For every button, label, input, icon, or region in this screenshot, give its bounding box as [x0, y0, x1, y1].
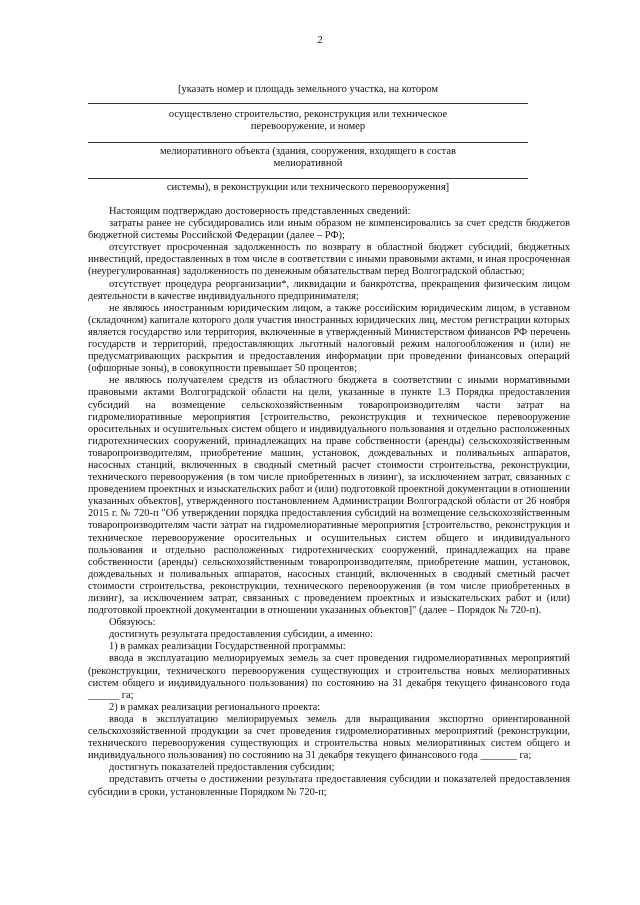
paragraph-no-debt: отсутствует просроченная задолженность по возврату в областной бюджет субсидий, бюджетных инвестиций, предоставленных в том числе в соответствии с иными правовыми актами, и иная просроченная (неурегулированная) задолженность по денежным обязательствам перед Волгоградской областью;: [88, 242, 570, 278]
paragraph-reports: представить отчеты о достижении результата предоставления субсидии и показателей предоставления субсидии в сроки, установленные Порядком № 720-п;: [88, 774, 570, 798]
paragraph-intro: Настоящим подтверждаю достоверность представленных сведений:: [109, 206, 411, 217]
paragraph-state-program-text: ввода в эксплуатацию мелиорируемых земель за счет проведения гидромелиоративных мероприятий (реконструкции, технического перевооружения существующих и строительства новых мелиоративных систем общего и индивидуального пользования) по состоянию на 31 декабря текущего финансового года ______ га;: [88, 653, 570, 701]
paragraph-obligations: Обязуюсь:: [109, 617, 156, 629]
header-caption-5: мелиоративной: [273, 158, 343, 169]
paragraph-not-recipient: не являюсь получателем средств из областного бюджета в соответствии с иными нормативными правовыми актами Волгоградской области на цели, указанные в пункте 1.3 Порядка предоставления субсидий на возмещение сельскохозяйственным товаропроизводителям части затрат на гидромелиоративные мероприятия [строительство, реконструкция и техническое перевооружение оросительных и осушительных систем общего и индивидуального пользования и отдельно расположенных гидротехнических сооружений, принадлежащих на праве собственности (аренды) сельскохозяйственным товаропроизводителям, приобретение машин, установок, дождевальных и поливальных аппаратов, насосных станций, включенных в сводный сметный расчет стоимости строительства, реконструкции, технического перевооружения (в том числе приобретенных в лизинг), за исключением затрат, связанных с проведением проектных и изыскательских работ и (или) подготовкой проектной документации в отношении указанных объектов], утвержденного постановлением Администрации Волгоградской области от 26 ноября 2015 г. № 720-п "Об утверждении порядка предоставления субсидий на возмещение сельскохозяйственным товаропроизводителям части затрат на гидромелиоративные мероприятия [строительство, реконструкция и техническое перевооружение оросительных и осушительных систем общего и индивидуального пользования и отдельно расположенных гидротехнических сооружений, принадлежащих на праве собственности (аренды) сельскохозяйственным товаропроизводителям, приобретение машин, установок, дождевальных и поливальных аппаратов, насосных станций, включенных в сводный сметный расчет стоимости строительства, реконструкции, технического перевооружения (в том числе приобретенных в лизинг), за исключением затрат, связанных с проведением проектных и изыскательских работ и (или) подготовкой проектной документации в отношении указанных объектов]" (далее – Порядок № 720-п).: [88, 375, 570, 617]
paragraph-state-program: 1) в рамках реализации Государственной программы:: [109, 641, 346, 653]
paragraph-not-foreign: не являюсь иностранным юридическим лицом, а также российским юридическим лицом, в уставном (складочном) капитале которого доля участия иностранных юридических лиц, местом регистрации которых является государство или территория, включенные в утвержденный Министерством финансов РФ перечень государств и территорий, предоставляющих льготный налоговый режим налогообложения и (или) не предусматривающих раскрытия и предоставления информации при проведении финансовых операций (офшорные зоны), в совокупности превышает 50 процентов;: [88, 302, 570, 375]
declaration-body: [88, 206, 570, 799]
header-caption-6: системы), в реконструкции или технического перевооружения]: [166, 182, 450, 193]
header-caption-3: перевооружение, и номер: [250, 121, 366, 132]
blank-line-3: [88, 178, 528, 179]
paragraph-indicators: достигнуть показателей предоставления субсидии;: [109, 762, 335, 774]
page-number: 2: [317, 34, 323, 46]
paragraph-regional-project-text: ввода в эксплуатацию мелиорируемых земель для выращивания экспортно ориентированной сельскохозяйственной продукции за счет проведения гидромелиоративных мероприятий (реконструкции, технического перевооружения существующих и строительства новых мелиоративных систем общего и индивидуального пользования) по состоянию на 31 декабря текущего финансового года _______ га;: [88, 713, 570, 762]
paragraph-costs: затраты ранее не субсидировались или иным образом не компенсировались за счет средств бюджетов бюджетной системы Российской Федерации (далее – РФ);: [88, 218, 570, 242]
header-caption-1: [указать номер и площадь земельного участка, на котором: [177, 84, 439, 95]
blank-line-1: [88, 103, 528, 104]
paragraph-regional-project: 2) в рамках реализации регионального проекта:: [109, 701, 321, 713]
paragraph-achieve-result: достигнуть результата предоставления субсидии, а именно:: [109, 629, 374, 641]
header-caption-4: мелиоративного объекта (здания, сооружения, входящего в состав: [160, 146, 456, 157]
header-caption-2: осуществлено строительство, реконструкция или техническое: [168, 109, 448, 120]
paragraph-no-reorganization: отсутствует процедура реорганизации*, ликвидации и банкротства, прекращения физическим лицом деятельности в качестве индивидуального предпринимателя;: [88, 278, 570, 302]
blank-line-2: [88, 142, 528, 143]
